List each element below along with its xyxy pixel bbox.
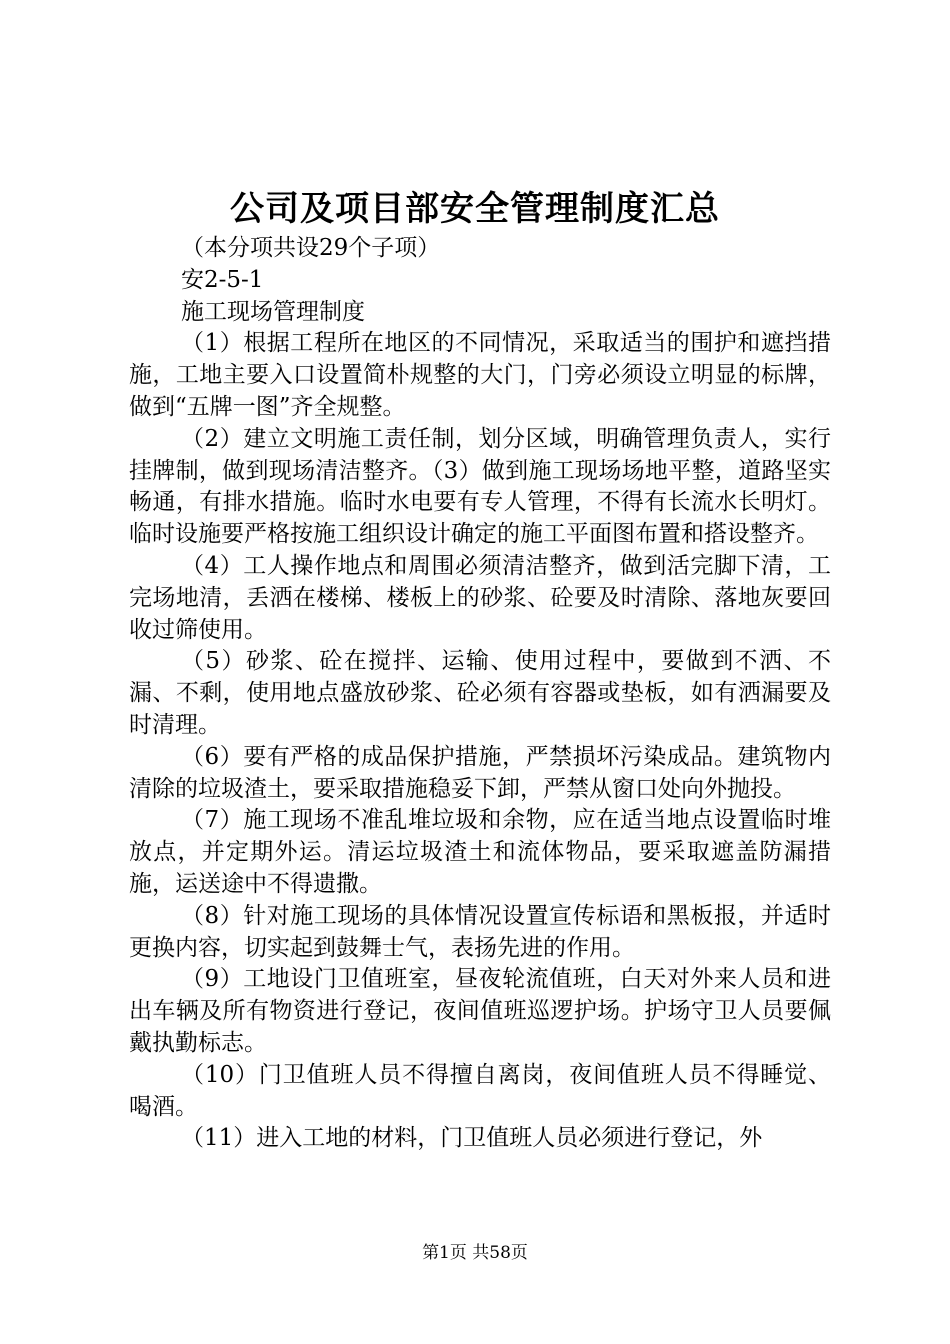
paragraph-2: （2）建立文明施工责任制，划分区域，明确管理负责人，实行挂牌制，做到现场清洁整齐。（3）做到施工现场场地平整，道路坚实畅通，有排水措施。临时水电要有专人管理，不得有长流水长明灯。临时设施要严格按施工组织设计确定的施工平面图布置和搭设整齐。 (129, 425, 831, 548)
paragraph-9: （9）工地设门卫值班室，昼夜轮流值班，白天对外来人员和进出车辆及所有物资进行登记，夜间值班巡逻护场。护场守卫人员要佩戴执勤标志。 (129, 966, 831, 1056)
paragraph-6: （6）要有严格的成品保护措施，严禁损坏污染成品。建筑物内清除的垃圾渣土，要采取措施稳妥下卸，严禁从窗口处向外抛投。 (129, 743, 831, 802)
paragraph-11: （11）进入工地的材料，门卫值班人员必须进行登记，外 (181, 1125, 763, 1152)
section-heading: 施工现场管理制度 (181, 298, 365, 325)
page-footer: 第1页 共58页 (422, 1243, 528, 1263)
paragraph-1: （1）根据工程所在地区的不同情况，采取适当的围护和遮挡措施，工地主要入口设置简朴规整的大门，门旁必须设立明显的标牌，做到“五牌一图”齐全规整。 (129, 330, 831, 420)
paragraph-10: （10）门卫值班人员不得擅自离岗，夜间值班人员不得睡觉、喝酒。 (129, 1061, 831, 1120)
paragraph-4: （4）工人操作地点和周围必须清洁整齐，做到活完脚下清，工完场地清，丢洒在楼梯、楼板上的砂浆、砼要及时清除、落地灰要回收过筛使用。 (129, 552, 831, 643)
document-title: 公司及项目部安全管理制度汇总 (230, 189, 720, 229)
document-code: 安2-5-1 (181, 266, 264, 293)
paragraph-8: （8）针对施工现场的具体情况设置宣传标语和黑板报，并适时更换内容，切实起到鼓舞士气，表扬先进的作用。 (129, 902, 831, 961)
paragraph-5: （5）砂浆、砼在搅拌、运输、使用过程中，要做到不洒、不漏、不剩，使用地点盛放砂浆、砼必须有容器或垫板，如有洒漏要及时清理。 (129, 648, 831, 738)
document-body (129, 233, 831, 1155)
paragraph-7: （7）施工现场不准乱堆垃圾和余物，应在适当地点设置临时堆放点，并定期外运。清运垃圾渣土和流体物品，要采取遮盖防漏措施，运送途中不得遗撒。 (129, 807, 831, 897)
document-subtitle: （本分项共设29个子项） (181, 235, 441, 261)
